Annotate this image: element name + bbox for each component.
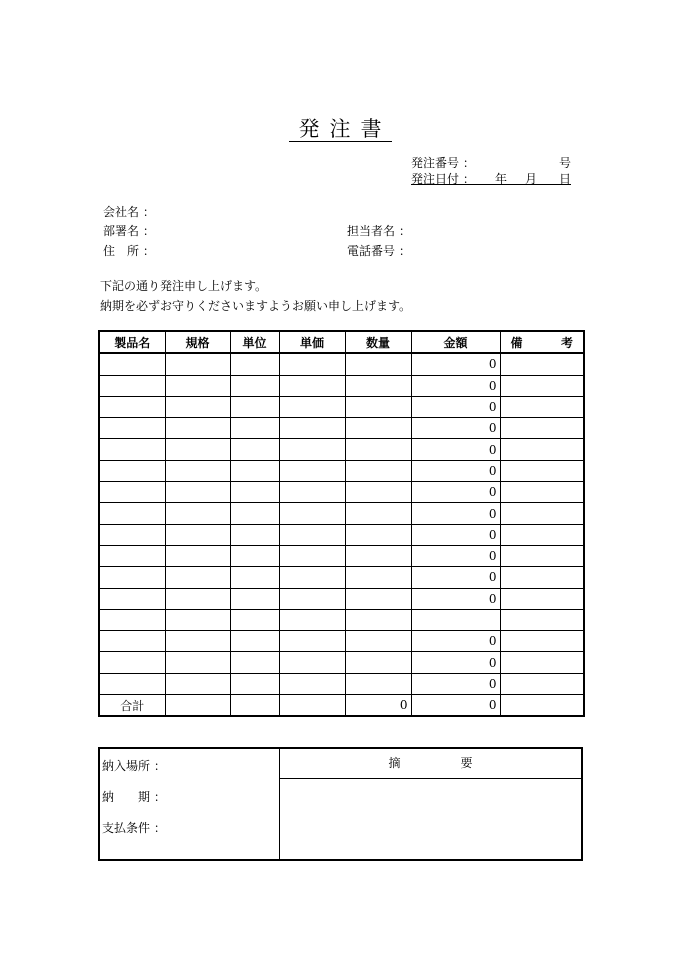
amount-cell: 0 [411, 418, 500, 439]
table-row [99, 482, 584, 503]
order-date-year: 年 [495, 172, 508, 186]
header-amount: 金額 [411, 331, 500, 353]
amount-cell: 0 [411, 567, 500, 588]
order-number-suffix: 号 [559, 156, 572, 170]
table-row [99, 588, 584, 609]
header-unit: 単位 [230, 331, 279, 353]
header-spec: 規格 [165, 331, 230, 353]
address-label-a: 住 [103, 244, 116, 258]
table-row [99, 375, 584, 396]
total-amount: 0 [411, 695, 500, 717]
header-unit-price: 単価 [279, 331, 345, 353]
table-row [99, 503, 584, 524]
table-row [99, 460, 584, 481]
amount-cell: 0 [411, 652, 500, 673]
total-quantity: 0 [345, 695, 411, 717]
table-row [99, 567, 584, 588]
amount-cell: 0 [411, 396, 500, 417]
header-remarks-a: 備 [510, 335, 523, 350]
table-row [99, 545, 584, 566]
person-label: 担当者名 ： [347, 224, 411, 238]
amount-cell [411, 609, 500, 630]
order-date-day: 日 [559, 172, 572, 186]
total-row [99, 695, 584, 717]
table-row [99, 524, 584, 545]
items-table [98, 330, 585, 717]
header-remarks-b: 考 [560, 335, 573, 350]
department-label: 部署名 ： [103, 224, 155, 238]
amount-cell: 0 [411, 588, 500, 609]
address-label-b: 所 ： [127, 244, 155, 258]
phone-label: 電話番号 ： [347, 244, 411, 258]
amount-cell: 0 [411, 631, 500, 652]
delivery-box [98, 747, 583, 861]
order-date-label: 発注日付 ： [411, 172, 475, 186]
amount-cell: 0 [411, 545, 500, 566]
delivery-due-label-b: 期 ： [138, 790, 166, 804]
amount-cell: 0 [411, 375, 500, 396]
amount-cell: 0 [411, 482, 500, 503]
message-line-1: 下記の通り発注申し上げます。 [100, 279, 268, 293]
table-row [99, 673, 584, 694]
delivery-info [100, 749, 280, 859]
remarks-area[interactable] [280, 779, 581, 859]
order-number-label: 発注番号 ： [411, 156, 475, 170]
header-product: 製品名 [99, 331, 165, 353]
table-row [99, 418, 584, 439]
header-remarks [500, 331, 584, 353]
remarks-header: 摘要 [280, 749, 581, 779]
company-label: 会社名 ： [103, 205, 155, 219]
payment-terms-label: 支払条件 ： [102, 821, 166, 835]
table-row [99, 609, 584, 630]
delivery-place-label: 納入場所 ： [102, 759, 166, 773]
total-label: 合計 [99, 695, 165, 717]
table-row [99, 652, 584, 673]
amount-cell: 0 [411, 353, 500, 375]
amount-cell: 0 [411, 503, 500, 524]
amount-cell: 0 [411, 439, 500, 460]
amount-cell: 0 [411, 460, 500, 481]
table-header-row [99, 331, 584, 353]
amount-cell: 0 [411, 524, 500, 545]
header-quantity: 数量 [345, 331, 411, 353]
order-date-month: 月 [525, 172, 538, 186]
table-row [99, 353, 584, 375]
table-row [99, 396, 584, 417]
table-row [99, 439, 584, 460]
page-title: 発注書 [0, 113, 680, 143]
table-row [99, 631, 584, 652]
message-line-2: 納期を必ずお守りくださいますようお願い申し上げます。 [100, 299, 412, 313]
delivery-due-label-a: 納 [102, 790, 115, 804]
amount-cell: 0 [411, 673, 500, 694]
